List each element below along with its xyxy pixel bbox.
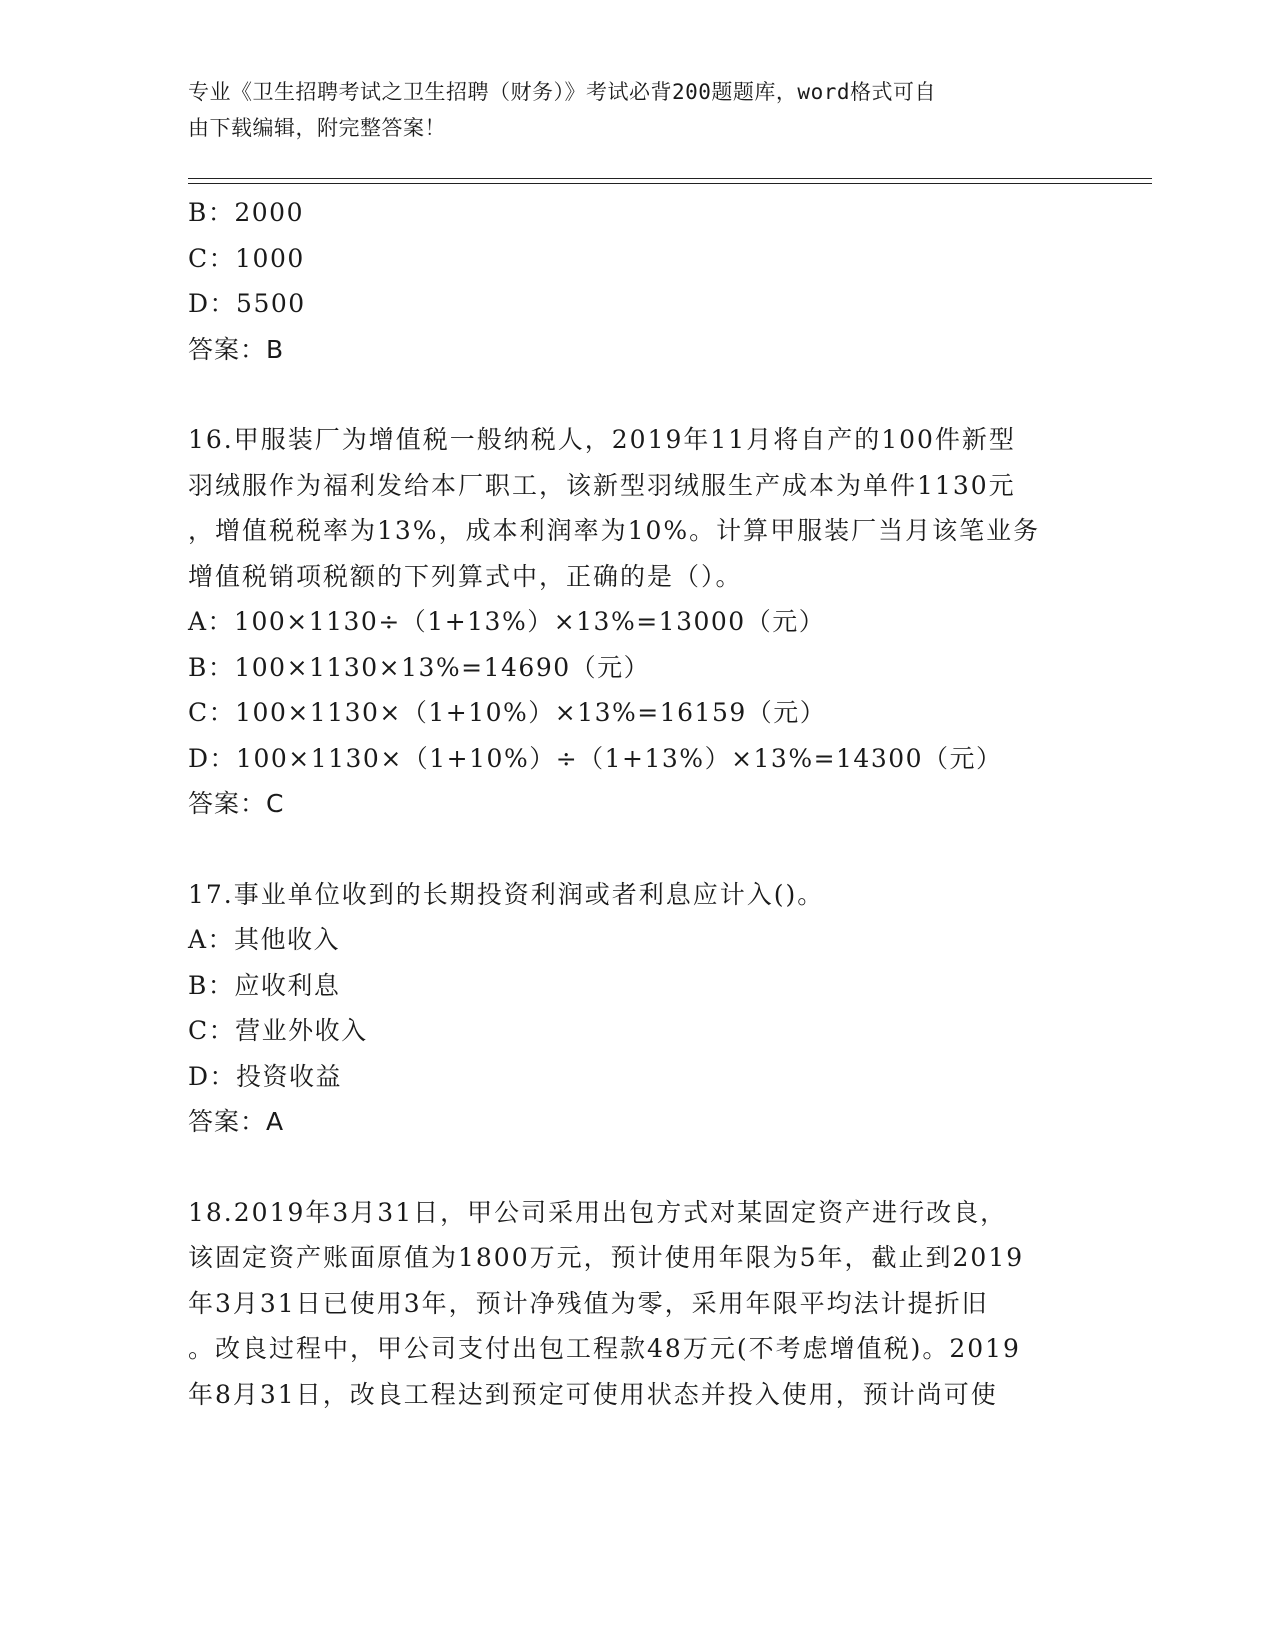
question-text-line: 16.甲服装厂为增值税一般纳税人，2019年11月将自产的100件新型 — [188, 425, 1016, 454]
document-header — [188, 74, 1088, 146]
spacer — [188, 827, 1108, 872]
question-17 — [188, 872, 1108, 1145]
question-18 — [188, 1190, 1108, 1418]
header-line-2: 由下载编辑，附完整答案！ — [188, 116, 446, 140]
option-b: B：2000 — [188, 198, 304, 227]
option-a: A：其他收入 — [188, 925, 341, 954]
question-text-line: 该固定资产账面原值为1800万元，预计使用年限为5年，截止到2019 — [188, 1243, 1025, 1272]
option-a: A：100×1130÷（1+13%）×13%=13000（元） — [188, 607, 826, 636]
question-text-line: 18.2019年3月31日，甲公司采用出包方式对某固定资产进行改良， — [188, 1197, 1008, 1227]
question-16 — [188, 417, 1108, 827]
question-text-line: 。改良过程中，甲公司支付出包工程款48万元(不考虑增值税)。2019 — [188, 1334, 1021, 1363]
question-text-line: 羽绒服作为福利发给本厂职工，该新型羽绒服生产成本为单件1130元 — [188, 470, 1016, 500]
spacer — [188, 372, 1108, 417]
header-divider-bottom — [188, 183, 1152, 184]
question-15-continued — [188, 190, 1108, 372]
question-text-line: 年3月31日已使用3年，预计净残值为零，采用年限平均法计提折旧 — [188, 1288, 989, 1318]
option-d: D：投资收益 — [188, 1061, 343, 1091]
header-line-1: 专业《卫生招聘考试之卫生招聘（财务）》考试必背200题题库，word格式可自 — [188, 80, 936, 104]
document-body — [188, 190, 1108, 1417]
option-c: C：1000 — [188, 243, 305, 273]
spacer — [188, 1145, 1108, 1190]
answer: 答案：C — [188, 789, 285, 818]
question-text-line: 增值税销项税额的下列算式中，正确的是（）。 — [188, 561, 743, 591]
option-d: D：5500 — [188, 289, 306, 318]
option-c: C：100×1130×（1+10%）×13%=16159（元） — [188, 698, 827, 727]
question-text-line: ，增值税税率为13%，成本利润率为10%。计算甲服装厂当月该笔业务 — [188, 516, 1041, 545]
answer: 答案：B — [188, 334, 285, 364]
answer: 答案：A — [188, 1107, 285, 1136]
option-b: B：100×1130×13%=14690（元） — [188, 652, 651, 682]
option-c: C：营业外收入 — [188, 1016, 368, 1045]
option-d: D：100×1130×（1+10%）÷（1+13%）×13%=14300（元） — [188, 743, 1003, 773]
question-text-line: 年8月31日，改良工程达到预定可使用状态并投入使用，预计尚可使 — [188, 1379, 998, 1409]
question-text-line: 17.事业单位收到的长期投资利润或者利息应计入()。 — [188, 879, 825, 909]
header-divider-top — [188, 178, 1152, 179]
option-b: B：应收利息 — [188, 970, 341, 1000]
